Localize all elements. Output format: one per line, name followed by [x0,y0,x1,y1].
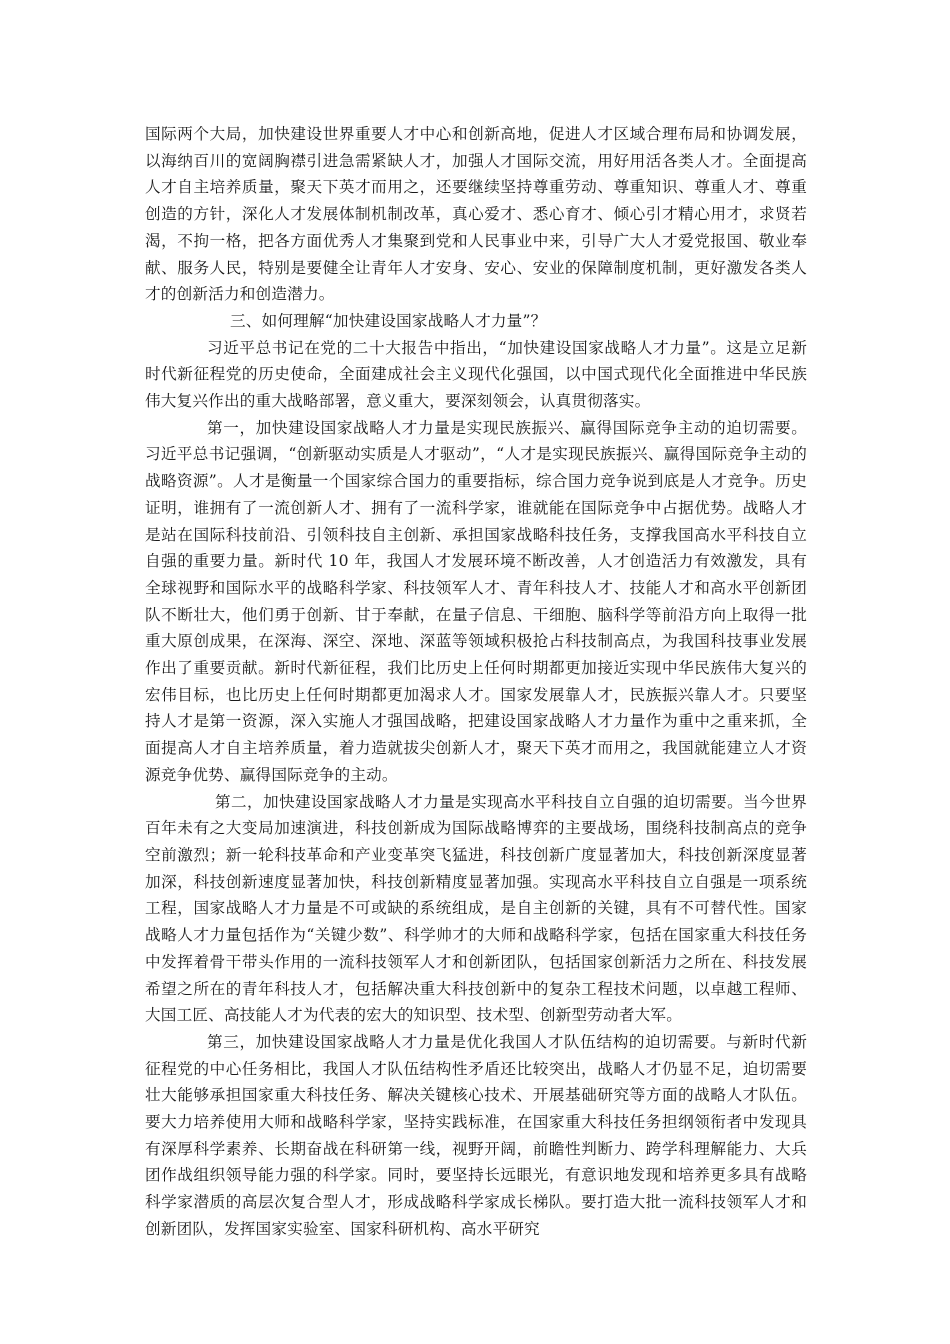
document-page [145,121,807,1243]
paragraph-point-1: 第一，加快建设国家战略人才力量是实现民族振兴、赢得国际竞争主动的迫切需要。习近平总书记强调，“创新驱动实质是人才驱动”，“人才是实现民族振兴、赢得国际竞争主动的战略资源”。人才是衡量一个国家综合国力的重要指标，综合国力竞争说到底是人才竞争。历史证明，谁拥有了一流创新人才、拥有了一流科学家，谁就能在国际竞争中占据优势。战略人才是站在国际科技前沿、引领科技自主创新、承担国家战略科技任务，支撑我国高水平科技自立自强的重要力量。新时代 10 年，我国人才发展环境不断改善，人才创造活力有效激发，具有全球视野和国际水平的战略科学家、科技领军人才、青年科技人才、技能人才和高水平创新团队不断壮大，他们勇于创新、甘于奉献，在量子信息、干细胞、脑科学等前沿方向上取得一批重大原创成果，在深海、深空、深地、深蓝等领域积极抢占科技制高点，为我国科技事业发展作出了重要贡献。新时代新征程，我们比历史上任何时期都更加接近实现中华民族伟大复兴的宏伟目标，也比历史上任何时期都更加渴求人才。国家发展靠人才，民族振兴靠人才。只要坚持人才是第一资源，深入实施人才强国战略，把建设国家战略人才力量作为重中之重来抓，全面提高人才自主培养质量，着力造就拔尖创新人才，聚天下英才而用之，我国就能建立人才资源竞争优势、赢得国际竞争的主动。 [145,418,807,784]
paragraph-continuation: 国际两个大局，加快建设世界重要人才中心和创新高地，促进人才区域合理布局和协调发展，以海纳百川的宽阔胸襟引进急需紧缺人才，加强人才国际交流，用好用活各类人才。全面提高人才自主培养质量，聚天下英才而用之，还要继续坚持尊重劳动、尊重知识、尊重人才、尊重创造的方针，深化人才发展体制机制改革，真心爱才、悉心育才、倾心引才精心用才，求贤若渴，不拘一格，把各方面优秀人才集聚到党和人民事业中来，引导广大人才爱党报国、敬业奉献、服务人民，特别是要健全让青年人才安身、安心、安业的保障制度机制，更好激发各类人才的创新活力和创造潜力。 [145,125,807,304]
section-heading-3: 三、如何理解“加快建设国家战略人才力量”？ [230,311,547,330]
paragraph-point-3: 第三，加快建设国家战略人才力量是优化我国人才队伍结构的迫切需要。与新时代新征程党的中心任务相比，我国人才队伍结构性矛盾还比较突出，战略人才仍显不足，迫切需要壮大能够承担国家重大科技任务、解决关键核心技术、开展基础研究等方面的战略人才队伍。要大力培养使用大师和战略科学家，坚持实践标准，在国家重大科技任务担纲领衔者中发现具有深厚科学素养、长期奋战在科研第一线，视野开阔，前瞻性判断力、跨学科理解能力、大兵团作战组织领导能力强的科学家。同时，要坚持长远眼光，有意识地发现和培养更多具有战略科学家潜质的高层次复合型人才，形成战略科学家成长梯队。要打造大批一流科技领军人才和创新团队，发挥国家实验室、国家科研机构、高水平研究 [145,1032,807,1238]
paragraph-point-2: 第二，加快建设国家战略人才力量是实现高水平科技自立自强的迫切需要。当今世界百年未有之大变局加速演进，科技创新成为国际战略博弈的主要战场，围绕科技制高点的竞争空前激烈；新一轮科技革命和产业变革突飞猛进，科技创新广度显著加大，科技创新深度显著加深，科技创新速度显著加快，科技创新精度显著加强。实现高水平科技自立自强是一项系统工程，国家战略人才力量是不可或缺的系统组成，是自主创新的关键，具有不可替代性。国家战略人才力量包括作为“关键少数”、科学帅才的大师和战略科学家，包括在国家重大科技任务中发挥着骨干带头作用的一流科技领军人才和创新团队，包括国家创新活力之所在、科技发展希望之所在的青年科技人才，包括解决重大科技创新中的复杂工程技术问题，以卓越工程师、大国工匠、高技能人才为代表的宏大的知识型、技术型、创新型劳动者大军。 [145,792,807,1025]
paragraph-intro: 习近平总书记在党的二十大报告中指出，“加快建设国家战略人才力量”。这是立足新时代新征程党的历史使命，全面建成社会主义现代化强国，以中国式现代化全面推进中华民族伟大复兴作出的重大战略部署，意义重大，要深刻领会，认真贯彻落实。 [145,338,807,411]
